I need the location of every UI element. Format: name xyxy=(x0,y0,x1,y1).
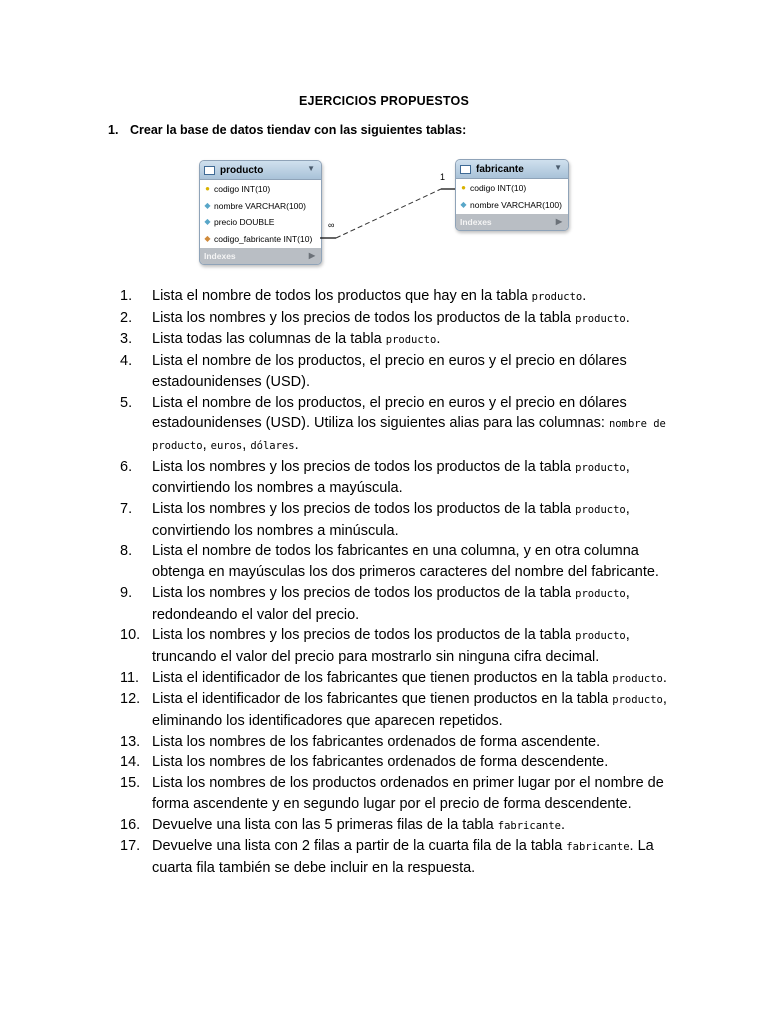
relationship-line xyxy=(0,0,768,300)
exercise-number: 10. xyxy=(120,627,141,644)
exercise-number: 7. xyxy=(120,501,133,518)
exercise-number: 16. xyxy=(120,816,141,833)
cardinality-one: 1 xyxy=(440,172,446,182)
exercise-number: 9. xyxy=(120,584,133,601)
column-label: codigo_fabricante INT(10) xyxy=(214,233,313,244)
exercise-text xyxy=(152,689,680,731)
exercise-text-part: Devuelve una lista con 2 filas a partir de la cuarta fila de la tabla xyxy=(152,838,567,855)
cardinality-many: ∞ xyxy=(328,220,335,230)
exercise-text-part: Lista el nombre de todos los fabricantes en una columna, y en otra columna obtenga en mayúsculas los dos primeros caracteres del nombre del fabricante. xyxy=(152,543,659,581)
expand-arrow-icon: ▶ xyxy=(555,217,562,226)
exercise-text xyxy=(152,752,680,773)
exercise-text-part: Devuelve una lista con las 5 primeras filas de la tabla xyxy=(152,816,498,833)
exercise-text xyxy=(152,308,680,330)
exercise-number: 11. xyxy=(120,669,140,686)
exercise-text-part: , truncando el valor del precio para mostrarlo sin ninguna cifra decimal. xyxy=(152,627,630,665)
exercise-text-part: , xyxy=(242,436,251,453)
exercise-text-part: . xyxy=(560,816,566,833)
column-label: codigo INT(10) xyxy=(214,184,271,194)
exercise-item xyxy=(120,732,680,753)
exercise-text xyxy=(152,457,680,499)
exercise-text xyxy=(152,732,680,753)
table-name-code: producto xyxy=(575,461,626,474)
table-name-code: producto xyxy=(612,672,663,685)
exercise-text-part: , redondeando el valor del precio. xyxy=(152,584,630,623)
column-diamond-icon: ◆ xyxy=(204,217,211,226)
exercise-text xyxy=(152,773,680,814)
exercise-text-part: , eliminando los identificadores que aparecen repetidos. xyxy=(152,691,667,730)
column-diamond-icon: ◆ xyxy=(460,199,467,209)
exercise-item xyxy=(120,773,680,814)
table-name-code: producto xyxy=(531,291,583,303)
exercise-list xyxy=(120,286,680,879)
exercise-text xyxy=(152,541,680,582)
exercise-item xyxy=(120,541,680,582)
exercise-text xyxy=(152,815,680,837)
exercise-text-part: Lista todas las columnas de la tabla xyxy=(152,331,386,348)
exercise-text xyxy=(152,836,680,878)
exercise-number: 6. xyxy=(120,458,133,475)
exercise-number: 3. xyxy=(120,331,133,348)
exercise-number: 4. xyxy=(120,353,133,370)
exercise-text-part: . xyxy=(436,331,441,348)
exercise-item xyxy=(120,836,680,878)
exercise-text-part: , xyxy=(202,436,211,453)
exercise-text-part: Lista el nombre de los productos, el precio en euros y el precio en dólares estadounidenses (USD). xyxy=(152,353,627,390)
exercise-text-part: , convirtiendo los nombres a minúscula. xyxy=(152,501,630,539)
exercise-text xyxy=(152,329,680,351)
table-name-code: producto xyxy=(612,694,663,707)
table-name-code: producto xyxy=(575,504,626,517)
exercise-text-part: . xyxy=(625,309,630,326)
exercise-text-part: Lista los nombres de los productos ordenados en primer lugar por el nombre de forma ascendente y en segundo lugar por el precio de forma descendente. xyxy=(152,775,664,812)
column-diamond-icon: ◆ xyxy=(204,200,211,210)
indexes-label: Indexes xyxy=(204,251,236,261)
exercise-text xyxy=(152,351,680,392)
exercise-text xyxy=(152,583,680,625)
foreign-key-icon: ◆ xyxy=(204,233,211,243)
exercise-item xyxy=(120,625,680,667)
exercise-item xyxy=(120,393,680,457)
collapse-arrow-icon: ▼ xyxy=(307,164,315,173)
table-name: producto xyxy=(220,164,264,176)
exercise-text xyxy=(152,499,680,541)
exercise-text xyxy=(152,286,680,308)
exercise-text xyxy=(152,625,680,667)
exercise-text-part: Lista el nombre de todos los productos que hay en la tabla xyxy=(152,288,532,304)
column-label: codigo INT(10) xyxy=(470,183,527,193)
column-label: precio DOUBLE xyxy=(214,217,275,227)
indexes-label: Indexes xyxy=(460,217,492,227)
table-name-code: fabricante xyxy=(497,819,561,832)
relation-dashed-line xyxy=(336,189,441,238)
page-title: EJERCICIOS PROPUESTOS xyxy=(299,94,469,108)
exercise-item xyxy=(120,499,680,541)
exercise-item xyxy=(120,308,680,330)
exercise-number: 12. xyxy=(120,691,141,708)
table-name-code: euros xyxy=(210,439,243,452)
expand-arrow-icon: ▶ xyxy=(308,251,315,260)
exercise-item xyxy=(120,286,680,308)
exercise-text-part: Lista el nombre de los productos, el precio en euros y el precio en dólares estadounidenses (USD). Utiliza los siguientes alias para las columnas: xyxy=(152,394,627,432)
step-text: Crear la base de datos tiendav con las siguientes tablas: xyxy=(130,123,467,137)
primary-key-icon: ● xyxy=(461,183,466,192)
exercise-text-part: Lista los nombres y los precios de todos los productos de la tabla xyxy=(152,584,576,601)
table-name-code: dólares xyxy=(250,439,295,452)
exercise-text-part: . xyxy=(582,288,587,304)
exercise-number: 15. xyxy=(120,775,141,792)
step-number: 1. xyxy=(108,123,119,137)
exercise-text xyxy=(152,668,680,690)
exercise-text-part: . xyxy=(662,669,667,686)
table-name-code: producto xyxy=(385,334,437,347)
exercise-number: 14. xyxy=(120,754,141,771)
exercise-text-part: Lista el identificador de los fabricantes que tienen productos en la tabla xyxy=(152,691,613,708)
table-name: fabricante xyxy=(476,163,524,175)
table-name-code: producto xyxy=(575,312,626,325)
exercise-text-part: Lista los nombres y los precios de todos los productos de la tabla xyxy=(152,458,576,475)
exercise-item xyxy=(120,752,680,773)
exercise-text-part: Lista los nombres y los precios de todos los productos de la tabla xyxy=(152,309,576,326)
exercise-text-part: Lista los nombres y los precios de todos los productos de la tabla xyxy=(152,501,576,518)
exercise-item xyxy=(120,329,680,351)
exercise-item xyxy=(120,351,680,392)
exercise-text-part: . xyxy=(294,436,299,453)
table-name-code: nombre de producto xyxy=(152,418,666,452)
exercise-number: 17. xyxy=(120,838,141,855)
exercise-item xyxy=(120,583,680,625)
exercise-text-part: . La cuarta fila también se debe incluir en la respuesta. xyxy=(152,838,654,876)
exercise-text-part: Lista los nombres y los precios de todos los productos de la tabla xyxy=(152,627,576,644)
column-label: nombre VARCHAR(100) xyxy=(214,200,306,211)
exercise-item xyxy=(120,689,680,731)
table-name-code: fabricante xyxy=(566,841,630,854)
exercise-number: 1. xyxy=(120,288,133,304)
exercise-text-part: Lista los nombres de los fabricantes ordenados de forma ascendente. xyxy=(152,733,601,750)
exercise-text xyxy=(152,393,680,457)
table-name-code: producto xyxy=(575,587,626,600)
exercise-number: 5. xyxy=(120,394,133,411)
exercise-text-part: Lista los nombres de los fabricantes ordenados de forma descendente. xyxy=(152,754,609,771)
exercise-item xyxy=(120,457,680,499)
table-name-code: producto xyxy=(575,630,626,643)
column-label: nombre VARCHAR(100) xyxy=(470,199,562,210)
exercise-item xyxy=(120,668,680,690)
exercise-number: 8. xyxy=(120,543,133,560)
collapse-arrow-icon: ▼ xyxy=(554,163,562,172)
exercise-text-part: Lista el identificador de los fabricantes que tienen productos en la tabla xyxy=(152,669,613,686)
exercise-number: 13. xyxy=(120,733,141,750)
exercise-number: 2. xyxy=(120,309,133,326)
exercise-item xyxy=(120,815,680,837)
exercise-text-part: , convirtiendo los nombres a mayúscula. xyxy=(152,458,630,497)
primary-key-icon: ● xyxy=(205,184,210,193)
